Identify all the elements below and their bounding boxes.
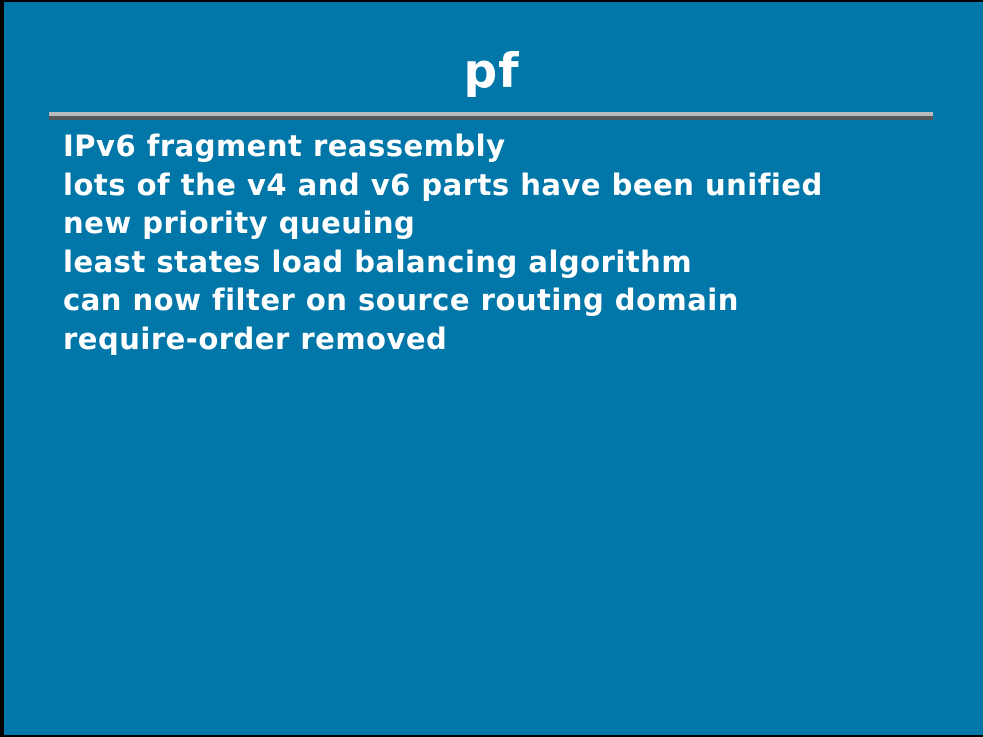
bullet-line: new priority queuing <box>63 206 416 240</box>
title-divider <box>49 112 933 120</box>
slide-left-edge <box>0 0 4 737</box>
bullet-line: IPv6 fragment reassembly <box>63 129 506 163</box>
bullet-line: lots of the v4 and v6 parts have been unified <box>63 167 823 202</box>
bullet-list <box>63 127 953 358</box>
bullet-line: least states load balancing algorithm <box>63 244 693 279</box>
slide-top-edge <box>0 0 983 2</box>
bullet-line: require-order removed <box>63 321 448 356</box>
bullet-line: can now filter on source routing domain <box>63 283 739 317</box>
slide-title: pf <box>463 44 520 99</box>
title-divider-shadow <box>49 116 933 120</box>
